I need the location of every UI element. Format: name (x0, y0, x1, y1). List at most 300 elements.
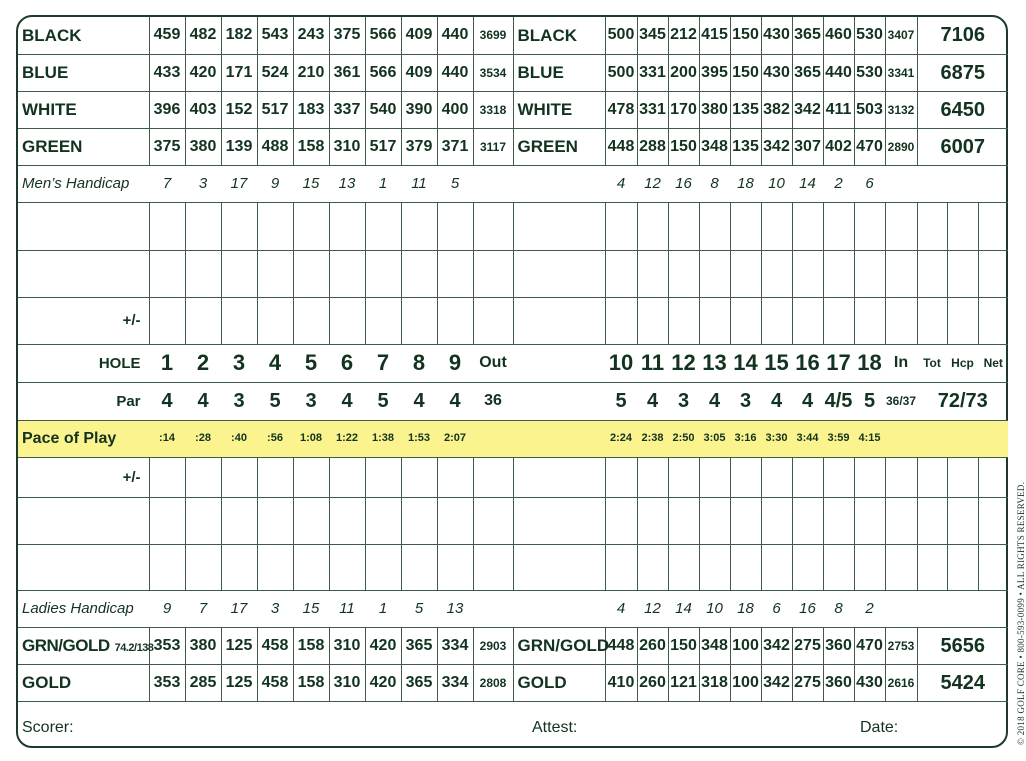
date-label: Date: (860, 719, 899, 736)
score-entry-cell[interactable] (293, 544, 329, 590)
total-yardage: 6007 (917, 128, 1008, 165)
score-entry-cell[interactable] (637, 457, 668, 497)
score-entry-cell[interactable] (730, 250, 761, 297)
score-entry-cell[interactable] (401, 457, 437, 497)
score-entry-cell[interactable] (293, 457, 329, 497)
score-entry-cell[interactable] (668, 497, 699, 544)
score-entry-cell[interactable] (605, 457, 637, 497)
blank-cell (513, 382, 605, 420)
yardage-cell: 415 (699, 17, 730, 54)
yardage-cell: 380 (185, 128, 221, 165)
hole-number: 10 (605, 344, 637, 382)
score-entry-cell[interactable] (637, 544, 668, 590)
yardage-cell: 318 (699, 664, 730, 701)
player-name-cell[interactable] (18, 544, 149, 590)
score-entry-cell[interactable] (947, 202, 978, 250)
score-entry-cell[interactable] (792, 457, 823, 497)
score-entry-cell[interactable] (792, 544, 823, 590)
yardage-cell: 470 (854, 128, 885, 165)
score-entry-cell[interactable] (761, 250, 792, 297)
yardage-cell: 430 (854, 664, 885, 701)
score-entry-cell[interactable] (293, 497, 329, 544)
score-entry-cell[interactable] (699, 457, 730, 497)
yardage-cell: 158 (293, 664, 329, 701)
pace-time: :56 (257, 420, 293, 457)
score-entry-cell[interactable] (668, 250, 699, 297)
tee-name-back: BLACK (513, 17, 605, 54)
yardage-cell: 307 (792, 128, 823, 165)
yardage-cell: 530 (854, 54, 885, 91)
score-entry-cell[interactable] (885, 544, 917, 590)
score-entry-cell[interactable] (637, 202, 668, 250)
score-entry-cell[interactable] (947, 544, 978, 590)
pace-time: 3:16 (730, 420, 761, 457)
score-entry-cell[interactable] (513, 202, 605, 250)
score-entry-cell[interactable] (854, 544, 885, 590)
score-entry-cell[interactable] (854, 497, 885, 544)
score-entry-cell[interactable] (917, 297, 947, 344)
pace-time: 1:08 (293, 420, 329, 457)
player-row (18, 497, 1008, 544)
yardage-cell: 310 (329, 627, 365, 664)
score-entry-cell[interactable] (668, 297, 699, 344)
score-entry-cell[interactable] (823, 297, 854, 344)
score-entry-cell[interactable] (365, 457, 401, 497)
score-entry-cell[interactable] (185, 297, 221, 344)
player-name-cell[interactable] (18, 202, 149, 250)
tee-name (18, 627, 154, 664)
score-entry-cell[interactable] (513, 457, 605, 497)
score-entry-cell[interactable] (699, 202, 730, 250)
player-name-cell[interactable] (18, 250, 149, 297)
yardage-cell: 396 (149, 91, 185, 128)
yardage-cell: 390 (401, 91, 437, 128)
score-entry-cell[interactable] (823, 497, 854, 544)
yardage-cell: 212 (668, 17, 699, 54)
handicap-cell: 13 (437, 590, 473, 627)
yardage-cell: 382 (761, 91, 792, 128)
hole-number: 17 (823, 344, 854, 382)
score-entry-cell[interactable] (185, 457, 221, 497)
yardage-cell: 503 (854, 91, 885, 128)
total-yardage: 6875 (917, 54, 1008, 91)
score-entry-cell[interactable] (149, 297, 185, 344)
plus-minus-label: +/- (18, 457, 149, 497)
score-entry-cell[interactable] (473, 457, 513, 497)
score-entry-cell[interactable] (917, 202, 947, 250)
score-entry-cell[interactable] (221, 457, 257, 497)
score-entry-cell[interactable] (257, 544, 293, 590)
score-entry-cell[interactable] (293, 297, 329, 344)
yardage-cell: 334 (437, 664, 473, 701)
score-entry-cell[interactable] (605, 202, 637, 250)
score-entry-cell[interactable] (329, 297, 365, 344)
par-cell: 4 (637, 382, 668, 420)
score-entry-cell[interactable] (185, 250, 221, 297)
yardage-cell: 275 (792, 664, 823, 701)
net-label: Net (978, 344, 1008, 382)
score-entry-cell[interactable] (473, 202, 513, 250)
score-entry-cell[interactable] (401, 202, 437, 250)
yardage-cell: 158 (293, 627, 329, 664)
score-entry-cell[interactable] (437, 457, 473, 497)
total-yardage: 6450 (917, 91, 1008, 128)
score-entry-cell[interactable] (854, 250, 885, 297)
score-entry-cell[interactable] (401, 497, 437, 544)
score-entry-cell[interactable] (365, 544, 401, 590)
yardage-cell: 433 (149, 54, 185, 91)
score-entry-cell[interactable] (668, 544, 699, 590)
player-row (18, 250, 1008, 297)
score-entry-cell[interactable] (513, 297, 605, 344)
pace-time: 3:44 (792, 420, 823, 457)
handicap-cell: 3 (257, 590, 293, 627)
handicap-cell: 10 (761, 165, 792, 202)
score-entry-cell[interactable] (699, 497, 730, 544)
tee-row-white (18, 91, 1008, 128)
score-entry-cell[interactable] (668, 202, 699, 250)
score-entry-cell[interactable] (761, 544, 792, 590)
score-entry-cell[interactable] (605, 544, 637, 590)
attest-label: Attest: (532, 719, 578, 736)
handicap-cell: 12 (637, 590, 668, 627)
course-rating-slope: 74.2/138 (114, 642, 154, 654)
pace-time: :28 (185, 420, 221, 457)
score-entry-cell[interactable] (329, 202, 365, 250)
handicap-cell: 11 (401, 165, 437, 202)
score-entry-cell[interactable] (329, 544, 365, 590)
score-entry-cell[interactable] (761, 297, 792, 344)
score-entry-cell[interactable] (401, 544, 437, 590)
score-entry-cell[interactable] (637, 250, 668, 297)
yardage-cell: 403 (185, 91, 221, 128)
handicap-cell: 10 (699, 590, 730, 627)
score-entry-cell[interactable] (605, 250, 637, 297)
tee-name (18, 664, 149, 701)
score-entry-cell[interactable] (473, 250, 513, 297)
tee-name-back: WHITE (513, 91, 605, 128)
yardage-cell: 182 (221, 17, 257, 54)
total-yardage: 5656 (917, 627, 1008, 664)
hole-number: 12 (668, 344, 699, 382)
yardage-cell: 375 (329, 17, 365, 54)
score-entry-cell[interactable] (437, 497, 473, 544)
hole-number: 8 (401, 344, 437, 382)
yardage-cell: 150 (730, 54, 761, 91)
yardage-cell: 158 (293, 128, 329, 165)
score-entry-cell[interactable] (437, 202, 473, 250)
pace-time: 1:22 (329, 420, 365, 457)
score-entry-cell[interactable] (149, 457, 185, 497)
score-entry-cell[interactable] (365, 250, 401, 297)
hole-number: 9 (437, 344, 473, 382)
yardage-cell: 260 (637, 627, 668, 664)
yardage-cell: 275 (792, 627, 823, 664)
pace-time: 2:38 (637, 420, 668, 457)
score-entry-cell[interactable] (947, 497, 978, 544)
score-entry-cell[interactable] (513, 544, 605, 590)
yardage-cell: 460 (823, 17, 854, 54)
score-entry-cell[interactable] (792, 297, 823, 344)
score-entry-cell[interactable] (792, 250, 823, 297)
yardage-cell: 331 (637, 54, 668, 91)
score-entry-cell[interactable] (978, 202, 1008, 250)
score-entry-cell[interactable] (761, 497, 792, 544)
par-row (18, 382, 1008, 420)
yardage-cell: 540 (365, 91, 401, 128)
blank-cell (473, 165, 513, 202)
handicap-cell: 14 (792, 165, 823, 202)
par-out: 36 (473, 382, 513, 420)
score-entry-cell[interactable] (978, 457, 1008, 497)
score-entry-cell[interactable] (473, 497, 513, 544)
score-entry-cell[interactable] (730, 497, 761, 544)
score-entry-cell[interactable] (437, 544, 473, 590)
score-entry-cell[interactable] (365, 497, 401, 544)
tee-name: BLUE (18, 54, 149, 91)
yardage-cell: 440 (437, 17, 473, 54)
pace-time: 2:07 (437, 420, 473, 457)
score-entry-cell[interactable] (668, 457, 699, 497)
score-entry-cell[interactable] (257, 250, 293, 297)
score-entry-cell[interactable] (917, 457, 947, 497)
hole-number: 14 (730, 344, 761, 382)
score-entry-cell[interactable] (185, 497, 221, 544)
score-entry-cell[interactable] (473, 297, 513, 344)
score-entry-cell[interactable] (221, 544, 257, 590)
in-yardage: 3341 (885, 54, 917, 91)
handicap-cell: 16 (792, 590, 823, 627)
yardage-cell: 400 (437, 91, 473, 128)
score-entry-cell[interactable] (854, 202, 885, 250)
score-entry-cell[interactable] (730, 544, 761, 590)
total-yardage: 7106 (917, 17, 1008, 54)
score-entry-cell[interactable] (365, 297, 401, 344)
tee-name-back: GOLD (513, 664, 605, 701)
yardage-cell: 402 (823, 128, 854, 165)
score-entry-cell[interactable] (885, 497, 917, 544)
handicap-cell: 4 (605, 165, 637, 202)
score-entry-cell[interactable] (257, 457, 293, 497)
hole-number: 4 (257, 344, 293, 382)
score-entry-cell[interactable] (854, 457, 885, 497)
blank-cell (473, 420, 513, 457)
yardage-cell: 409 (401, 17, 437, 54)
tee-row-grn-gold (18, 627, 1008, 664)
score-entry-cell[interactable] (885, 202, 917, 250)
pace-time: 1:53 (401, 420, 437, 457)
score-entry-cell[interactable] (947, 457, 978, 497)
handicap-cell: 11 (329, 590, 365, 627)
handicap-cell: 8 (699, 165, 730, 202)
score-entry-cell[interactable] (637, 497, 668, 544)
yardage-cell: 342 (761, 627, 792, 664)
score-entry-cell[interactable] (699, 297, 730, 344)
score-entry-cell[interactable] (149, 250, 185, 297)
score-entry-cell[interactable] (149, 497, 185, 544)
score-entry-cell[interactable] (823, 544, 854, 590)
handicap-cell: 8 (823, 590, 854, 627)
yardage-cell: 380 (699, 91, 730, 128)
score-entry-cell[interactable] (792, 497, 823, 544)
score-entry-cell[interactable] (885, 250, 917, 297)
score-entry-cell[interactable] (257, 297, 293, 344)
score-entry-cell[interactable] (823, 202, 854, 250)
handicap-cell: 17 (221, 165, 257, 202)
score-entry-cell[interactable] (917, 250, 947, 297)
score-entry-cell[interactable] (917, 544, 947, 590)
handicap-cell: 5 (401, 590, 437, 627)
score-entry-cell[interactable] (437, 250, 473, 297)
score-entry-cell[interactable] (293, 250, 329, 297)
score-entry-cell[interactable] (221, 250, 257, 297)
blank-cell (513, 420, 605, 457)
score-entry-cell[interactable] (978, 297, 1008, 344)
yardage-cell: 135 (730, 91, 761, 128)
score-entry-cell[interactable] (885, 297, 917, 344)
player-name-cell[interactable] (18, 497, 149, 544)
yardage-cell: 342 (792, 91, 823, 128)
score-entry-cell[interactable] (513, 250, 605, 297)
score-entry-cell[interactable] (730, 457, 761, 497)
blank-cell (513, 344, 605, 382)
score-entry-cell[interactable] (823, 457, 854, 497)
mens-handicap-row (18, 165, 1008, 202)
hole-number: 3 (221, 344, 257, 382)
yardage-cell: 200 (668, 54, 699, 91)
score-entry-cell[interactable] (854, 297, 885, 344)
yardage-cell: 440 (437, 54, 473, 91)
score-entry-cell[interactable] (329, 250, 365, 297)
score-entry-cell[interactable] (947, 297, 978, 344)
hole-number: 5 (293, 344, 329, 382)
score-entry-cell[interactable] (978, 544, 1008, 590)
score-entry-cell[interactable] (699, 250, 730, 297)
score-entry-cell[interactable] (221, 297, 257, 344)
yardage-cell: 365 (792, 17, 823, 54)
par-cell: 5 (257, 382, 293, 420)
hole-number: 2 (185, 344, 221, 382)
handicap-cell: 2 (823, 165, 854, 202)
score-entry-cell[interactable] (329, 457, 365, 497)
score-entry-cell[interactable] (149, 202, 185, 250)
score-entry-cell[interactable] (917, 497, 947, 544)
handicap-cell: 3 (185, 165, 221, 202)
yardage-cell: 448 (605, 128, 637, 165)
score-entry-cell[interactable] (257, 202, 293, 250)
par-cell: 4 (699, 382, 730, 420)
yardage-cell: 500 (605, 17, 637, 54)
handicap-cell: 2 (854, 590, 885, 627)
score-entry-cell[interactable] (185, 544, 221, 590)
score-entry-cell[interactable] (637, 297, 668, 344)
score-entry-cell[interactable] (473, 544, 513, 590)
score-entry-cell[interactable] (513, 497, 605, 544)
yardage-cell: 517 (257, 91, 293, 128)
score-entry-cell[interactable] (761, 457, 792, 497)
tee-name: BLACK (18, 17, 149, 54)
handicap-cell: 15 (293, 590, 329, 627)
out-yardage: 3534 (473, 54, 513, 91)
ladies-handicap-label: Ladies Handicap (18, 590, 149, 627)
score-entry-cell[interactable] (293, 202, 329, 250)
par-label: Par (18, 382, 149, 420)
score-entry-cell[interactable] (605, 497, 637, 544)
yardage-cell: 566 (365, 17, 401, 54)
yardage-cell: 478 (605, 91, 637, 128)
score-entry-cell[interactable] (730, 297, 761, 344)
yardage-cell: 411 (823, 91, 854, 128)
handicap-cell: 6 (854, 165, 885, 202)
score-entry-cell[interactable] (257, 497, 293, 544)
hole-row (18, 344, 1008, 382)
score-entry-cell[interactable] (329, 497, 365, 544)
par-total: 72/73 (917, 382, 1008, 420)
score-entry-cell[interactable] (401, 250, 437, 297)
yardage-cell: 566 (365, 54, 401, 91)
score-entry-cell[interactable] (185, 202, 221, 250)
yardage-cell: 458 (257, 664, 293, 701)
score-entry-cell[interactable] (792, 202, 823, 250)
score-entry-cell[interactable] (823, 250, 854, 297)
player-row (18, 202, 1008, 250)
blank-cell (917, 420, 1008, 457)
hole-number: 1 (149, 344, 185, 382)
score-entry-cell[interactable] (761, 202, 792, 250)
score-entry-cell[interactable] (149, 544, 185, 590)
handicap-cell: 16 (668, 165, 699, 202)
yardage-cell: 543 (257, 17, 293, 54)
yardage-cell: 135 (730, 128, 761, 165)
plus-minus-row-top (18, 297, 1008, 344)
hole-label: HOLE (18, 344, 149, 382)
yardage-cell: 365 (401, 664, 437, 701)
yardage-cell: 365 (792, 54, 823, 91)
yardage-cell: 125 (221, 664, 257, 701)
yardage-cell: 150 (668, 128, 699, 165)
pace-time: :14 (149, 420, 185, 457)
score-entry-cell[interactable] (605, 297, 637, 344)
score-entry-cell[interactable] (947, 250, 978, 297)
hole-number: 11 (637, 344, 668, 382)
score-entry-cell[interactable] (978, 250, 1008, 297)
hcp-label: Hcp (947, 344, 978, 382)
score-entry-cell[interactable] (221, 202, 257, 250)
score-entry-cell[interactable] (401, 297, 437, 344)
yardage-cell: 379 (401, 128, 437, 165)
yardage-cell: 348 (699, 128, 730, 165)
yardage-cell: 420 (185, 54, 221, 91)
yardage-cell: 500 (605, 54, 637, 91)
blank-cell (885, 420, 917, 457)
handicap-cell: 9 (257, 165, 293, 202)
handicap-cell: 7 (185, 590, 221, 627)
score-entry-cell[interactable] (885, 457, 917, 497)
yardage-cell: 360 (823, 627, 854, 664)
score-entry-cell[interactable] (221, 497, 257, 544)
score-entry-cell[interactable] (730, 202, 761, 250)
yardage-cell: 365 (401, 627, 437, 664)
score-entry-cell[interactable] (699, 544, 730, 590)
score-entry-cell[interactable] (978, 497, 1008, 544)
hole-number: 7 (365, 344, 401, 382)
score-entry-cell[interactable] (365, 202, 401, 250)
score-entry-cell[interactable] (437, 297, 473, 344)
yardage-cell: 260 (637, 664, 668, 701)
tee-row-green (18, 128, 1008, 165)
yardage-cell: 331 (637, 91, 668, 128)
yardage-cell: 243 (293, 17, 329, 54)
